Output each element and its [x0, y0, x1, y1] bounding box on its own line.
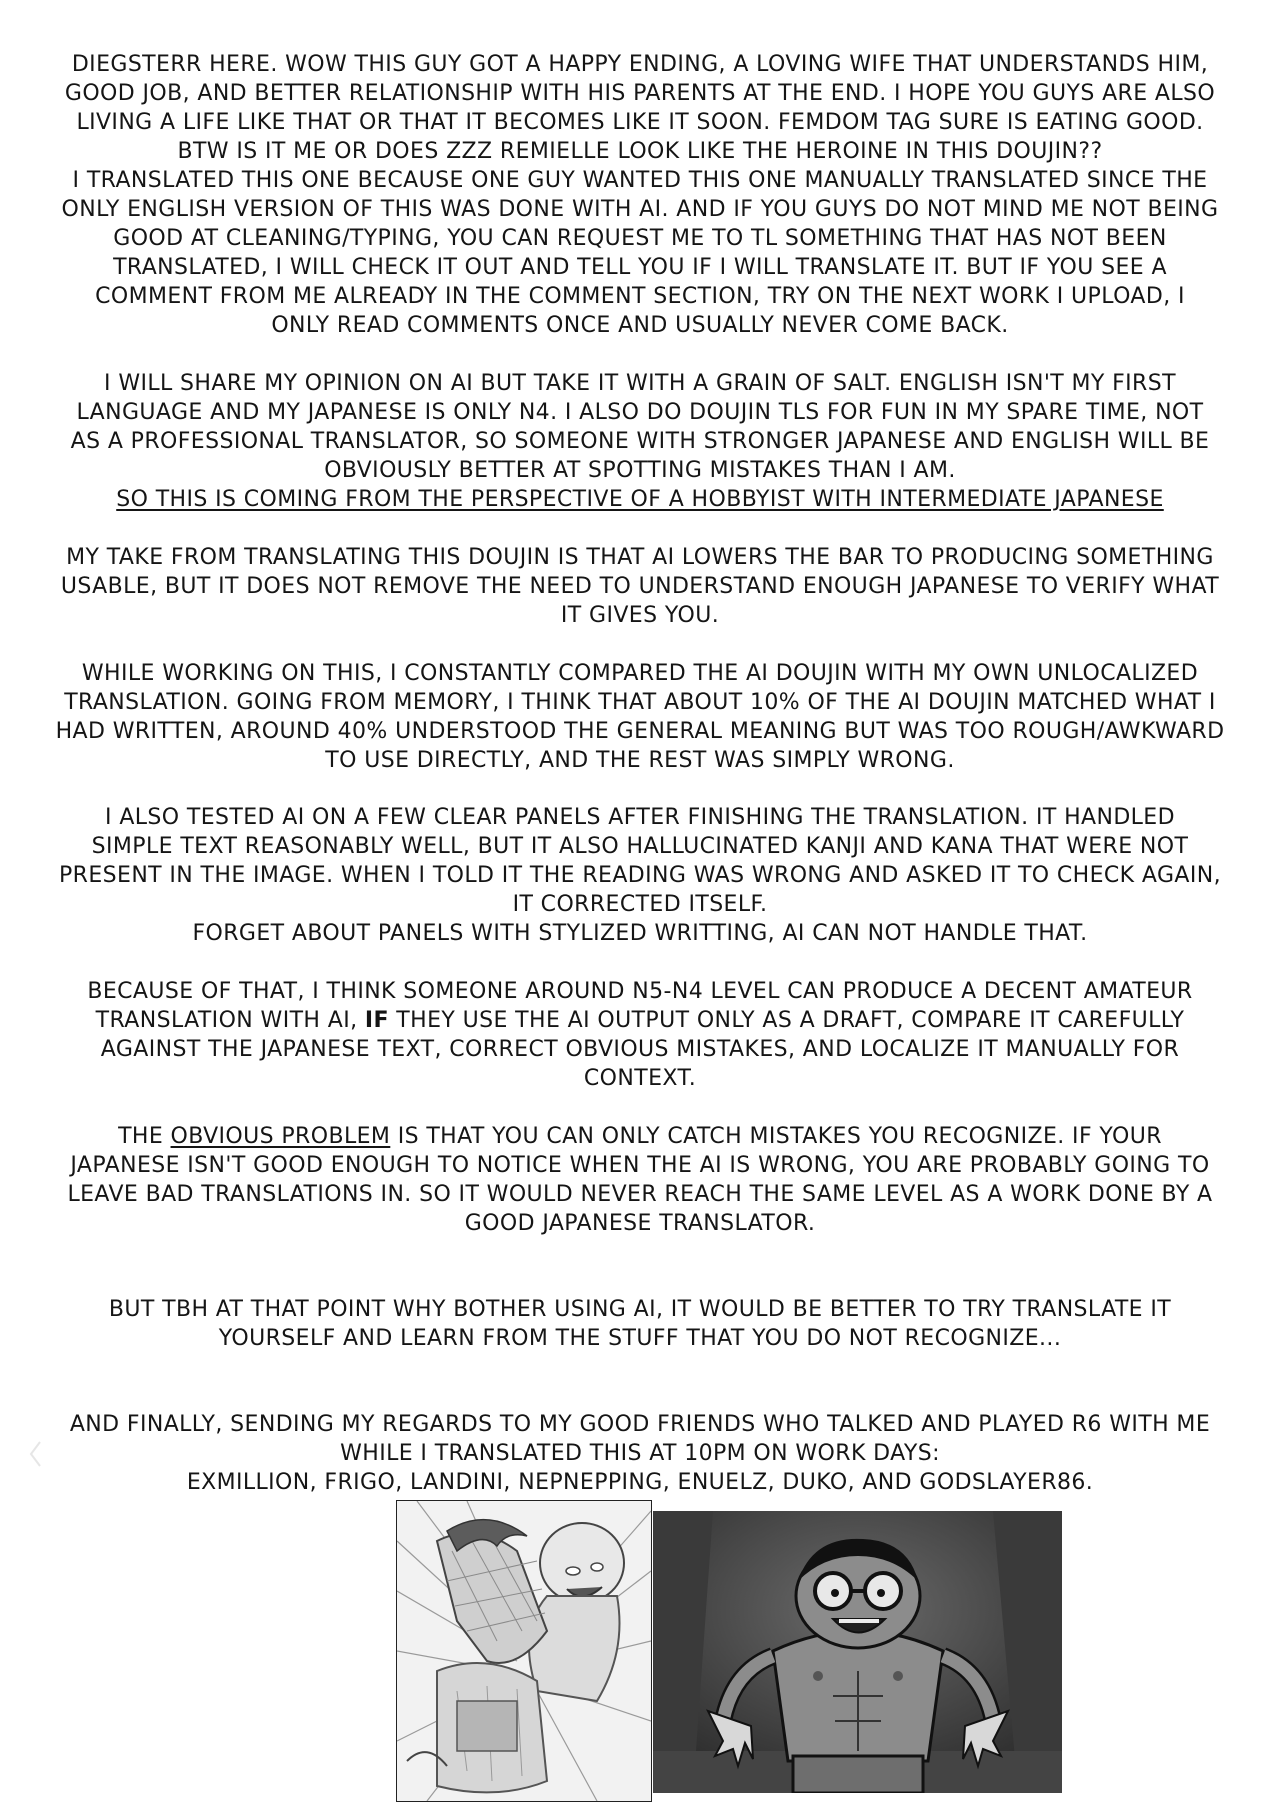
- text-line: CONTEXT.: [583, 1066, 697, 1091]
- text-line: IT CORRECTED ITSELF.: [512, 892, 768, 917]
- text-line: FORGET ABOUT PANELS WITH STYLIZED WRITTING, AI CAN NOT HANDLE THAT.: [192, 921, 1088, 946]
- text-line: EXMILLION, FRIGO, LANDINI, NEPNEPPING, ENUELZ, DUKO, AND GODSLAYER86.: [186, 1470, 1094, 1495]
- text-line: GOOD JOB, AND BETTER RELATIONSHIP WITH HIS PARENTS AT THE END. I HOPE YOU GUYS ARE ALSO: [64, 81, 1216, 106]
- paragraph-why-translated: [30, 166, 1250, 340]
- text-line: BUT TBH AT THAT POINT WHY BOTHER USING AI, IT WOULD BE BETTER TO TRY TRANSLATE IT: [108, 1297, 1172, 1322]
- text-line: AGAINST THE JAPANESE TEXT, CORRECT OBVIOUS MISTAKES, AND LOCALIZE IT MANUALLY FOR: [100, 1037, 1180, 1062]
- text-line: LANGUAGE AND MY JAPANESE IS ONLY N4. I ALSO DO DOUJIN TLS FOR FUN IN MY SPARE TIME, NOT: [76, 400, 1204, 425]
- text-line: BTW IS IT ME OR DOES ZZZ REMIELLE LOOK LIKE THE HEROINE IN THIS DOUJIN??: [177, 139, 1103, 164]
- text-line: PRESENT IN THE IMAGE. WHEN I TOLD IT THE READING WAS WRONG AND ASKED IT TO CHECK AGAIN,: [59, 863, 1221, 888]
- paragraph-why-bother: [30, 1295, 1250, 1353]
- text-line: I ALSO TESTED AI ON A FEW CLEAR PANELS AFTER FINISHING THE TRANSLATION. IT HANDLED: [105, 805, 1175, 830]
- text-line: WHILE I TRANSLATED THIS AT 10PM ON WORK DAYS:: [340, 1441, 940, 1466]
- text-line: ONLY ENGLISH VERSION OF THIS WAS DONE WITH AI. AND IF YOU GUYS DO NOT MIND ME NOT BEING: [61, 197, 1219, 222]
- paragraph-panel-test: [30, 803, 1250, 948]
- text-line: AND FINALLY, SENDING MY REGARDS TO MY GOOD FRIENDS WHO TALKED AND PLAYED R6 WITH ME: [69, 1412, 1211, 1437]
- text-segment: TRANSLATION WITH AI,: [95, 1008, 365, 1033]
- text-line: GOOD JAPANESE TRANSLATOR.: [464, 1211, 816, 1236]
- text-line-with-bold: [30, 1006, 1250, 1035]
- text-line: BECAUSE OF THAT, I THINK SOMEONE AROUND N5-N4 LEVEL CAN PRODUCE A DECENT AMATEUR: [87, 979, 1193, 1004]
- text-line: LEAVE BAD TRANSLATIONS IN. SO IT WOULD NEVER REACH THE SAME LEVEL AS A WORK DONE BY A: [67, 1182, 1213, 1207]
- text-line: LIVING A LIFE LIKE THAT OR THAT IT BECOMES LIKE IT SOON. FEMDOM TAG SURE IS EATING GOOD.: [76, 110, 1204, 135]
- text-line: GOOD AT CLEANING/TYPING, YOU CAN REQUEST ME TO TL SOMETHING THAT HAS NOT BEEN: [113, 226, 1167, 251]
- paragraph-obvious-problem: [30, 1122, 1250, 1238]
- text-line: I WILL SHARE MY OPINION ON AI BUT TAKE IT WITH A GRAIN OF SALT. ENGLISH ISN'T MY FIRST: [104, 371, 1176, 396]
- text-line: MY TAKE FROM TRANSLATING THIS DOUJIN IS THAT AI LOWERS THE BAR TO PRODUCING SOMETHING: [66, 545, 1214, 570]
- paragraph-comparison: [30, 659, 1250, 775]
- cartoon-panel-image: [653, 1511, 1062, 1793]
- text-line: JAPANESE ISN'T GOOD ENOUGH TO NOTICE WHEN THE AI IS WRONG, YOU ARE PROBABLY GOING TO: [70, 1153, 1210, 1178]
- underlined-text-line: SO THIS IS COMING FROM THE PERSPECTIVE OF A HOBBYIST WITH INTERMEDIATE JAPANESE: [116, 487, 1164, 512]
- text-line: AS A PROFESSIONAL TRANSLATOR, SO SOMEONE WITH STRONGER JAPANESE AND ENGLISH WILL BE: [70, 429, 1210, 454]
- paragraph-conclusion-level: [30, 977, 1250, 1093]
- text-segment: THE: [118, 1124, 171, 1149]
- text-line: WHILE WORKING ON THIS, I CONSTANTLY COMPARED THE AI DOUJIN WITH MY OWN UNLOCALIZED: [81, 661, 1199, 686]
- text-line: TRANSLATION. GOING FROM MEMORY, I THINK THAT ABOUT 10% OF THE AI DOUJIN MATCHED WHAT I: [64, 690, 1216, 715]
- text-line: TRANSLATED, I WILL CHECK IT OUT AND TELL YOU IF I WILL TRANSLATE IT. BUT IF YOU SEE A: [113, 255, 1167, 280]
- text-line: SIMPLE TEXT REASONABLY WELL, BUT IT ALSO HALLUCINATED KANJI AND KANA THAT WERE NOT: [91, 834, 1189, 859]
- text-line: I TRANSLATED THIS ONE BECAUSE ONE GUY WANTED THIS ONE MANUALLY TRANSLATED SINCE THE: [72, 168, 1208, 193]
- text-segment: IS THAT YOU CAN ONLY CATCH MISTAKES YOU RECOGNIZE. IF YOUR: [390, 1124, 1162, 1149]
- text-line: YOURSELF AND LEARN FROM THE STUFF THAT YOU DO NOT RECOGNIZE...: [218, 1326, 1062, 1351]
- text-line: DIEGSTERR HERE. WOW THIS GUY GOT A HAPPY ENDING, A LOVING WIFE THAT UNDERSTANDS HIM,: [71, 52, 1209, 77]
- text-line: TO USE DIRECTLY, AND THE REST WAS SIMPLY WRONG.: [325, 748, 955, 773]
- underlined-emphasis: OBVIOUS PROBLEM: [170, 1124, 391, 1149]
- text-line: OBVIOUSLY BETTER AT SPOTTING MISTAKES THAN I AM.: [324, 458, 956, 483]
- manga-panel-image: [396, 1500, 652, 1802]
- text-line-with-underline: [30, 1122, 1250, 1151]
- text-line: HAD WRITTEN, AROUND 40% UNDERSTOOD THE GENERAL MEANING BUT WAS TOO ROUGH/AWKWARD: [55, 719, 1225, 744]
- paragraph-regards: [30, 1410, 1250, 1497]
- text-line: COMMENT FROM ME ALREADY IN THE COMMENT SECTION, TRY ON THE NEXT WORK I UPLOAD, I: [95, 284, 1185, 309]
- paragraph-intro: [30, 50, 1250, 166]
- paragraph-take: [30, 543, 1250, 630]
- text-segment: THEY USE THE AI OUTPUT ONLY AS A DRAFT, COMPARE IT CAREFULLY: [388, 1008, 1185, 1033]
- text-line: IT GIVES YOU.: [560, 603, 720, 628]
- paragraph-opinion-disclaimer: [30, 369, 1250, 514]
- bold-emphasis: IF: [364, 1008, 389, 1033]
- text-line: USABLE, BUT IT DOES NOT REMOVE THE NEED TO UNDERSTAND ENOUGH JAPANESE TO VERIFY WHAT: [60, 574, 1220, 599]
- text-line: ONLY READ COMMENTS ONCE AND USUALLY NEVER COME BACK.: [271, 313, 1009, 338]
